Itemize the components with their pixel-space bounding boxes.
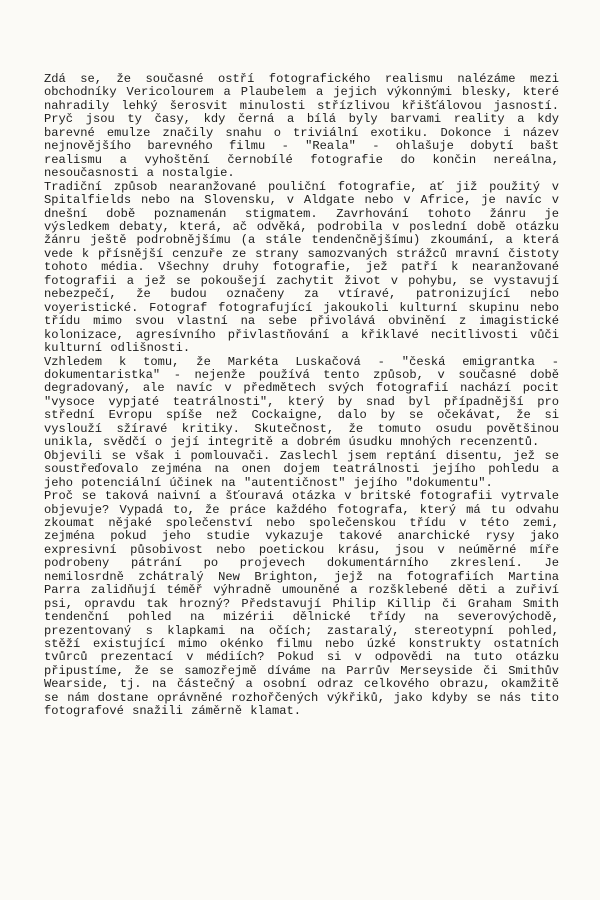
paragraph-1: Zdá se, že současné ostří fotografického realismu nalézáme mezi obchodníky Vericolourem a Plaubelem a jejich výkonnými blesky, které nahradily lehký šerosvit minulosti střízlivou křišťálovou jasností. Pryč jsou ty časy, kdy černá a bílá byly barvami reality a kdy barevné emulze značily snahu o triviální exotiku. Dokonce i název nejnovějšího barevného filmu - "Reala" - ohlašuje dobytí bašt realismu a vyhoštění černobílé fotografie do končin nereálna, nesoučasnosti a nostalgie. <box>44 72 559 181</box>
paragraph-5: Proč se taková naivní a šťouravá otázka v britské fotografii vytrvale objevuje? Vypadá to, že práce každého fotografa, který má tu odvahu zkoumat nějaké společenství nebo společenskou třídu v této zemi, zejména pokud jeho studie vykazuje takové anarchické rysy jako expresivní působivost nebo poetickou krásu, jsou v neúměrné míře podrobeny pátrání po projevech dokumentárního zkreslení. Je nemilosrdně zchátralý New Brighton, jejž na fotografiích Martina Parra zalidňují téměř výhradně umouněné a rozšklebené děti a zuřiví psi, opravdu tak hrozný? Představují Philip Killip či Graham Smith tendenční pohled na mizérii dělnické třídy na severovýchodě, prezentovaný s klapkami na očích; zastaralý, stereotypní pohled, stěží existující mimo okénko filmu nebo úzké konstrukty ostatních tvůrců prezentací v médiích? Pokud si v odpovědi na tuto otázku připustíme, že se samozřejmě díváme na Parrův Merseyside či Smithův Wearside, tj. na částečný a osobní odraz celkového obrazu, okamžitě se nám dostane oprávněné rozhořčených výkřiků, jako kdyby se nás tito fotografové snažili záměrně klamat. <box>44 489 559 719</box>
paragraph-2: Tradiční způsob nearanžované pouliční fotografie, ať již použitý v Spitalfields nebo na Slovensku, v Aldgate nebo v Africe, je navíc v dnešní době poznamenán stigmatem. Zavrhování tohoto žánru je výsledkem debaty, která, ač odvěká, podrobila v poslední době otázku žánru ještě podrobnějšímu (a stále tendenčnějšímu) zkoumání, a která vede k přísnější cenzuře ze strany samozvaných strážců mravní čistoty tohoto média. Všechny druhy fotografie, jež patří k nearanžované fotografii a jež se pokoušejí zachytit život v pohybu, se vystavují nebezpečí, že budou označeny za vtíravé, patronizující nebo voyeristické. Fotograf fotografující jakoukoli kulturní skupinu nebo třídu mimo svou vlastní na sebe přivolává obvinění z imagistické kolonizace, agresívního přivlastňování a křiklavé necitlivosti vůči kulturní odlišnosti. <box>44 179 559 356</box>
paragraph-4: Objevili se však i pomlouvači. Zaslechl jsem reptání disentu, jež se soustřeďovalo zejména na onen dojem teatrálnosti jejího pohledu a jeho potenciální účinek na "autentičnost" jejího "dokumentu". <box>44 448 559 490</box>
paragraph-3: Vzhledem k tomu, že Markéta Luskačová - "česká emigrantka - dokumentaristka" - nejenže používá tento způsob, v současné době degradovaný, ale navíc v předmětech svých fotografií nachází pocit "vysoce vypjaté teatrálnosti", který by snad byl případnější pro střední Evropu spíše než Cockaigne, dalo by se očekávat, že si vyslouží sžíravé kritiky. Skutečnost, že tomuto osudu povětšinou unikla, svědčí o její integritě a dobrém úsudku mnohých recenzentů. <box>44 354 559 450</box>
body-text <box>44 73 559 719</box>
